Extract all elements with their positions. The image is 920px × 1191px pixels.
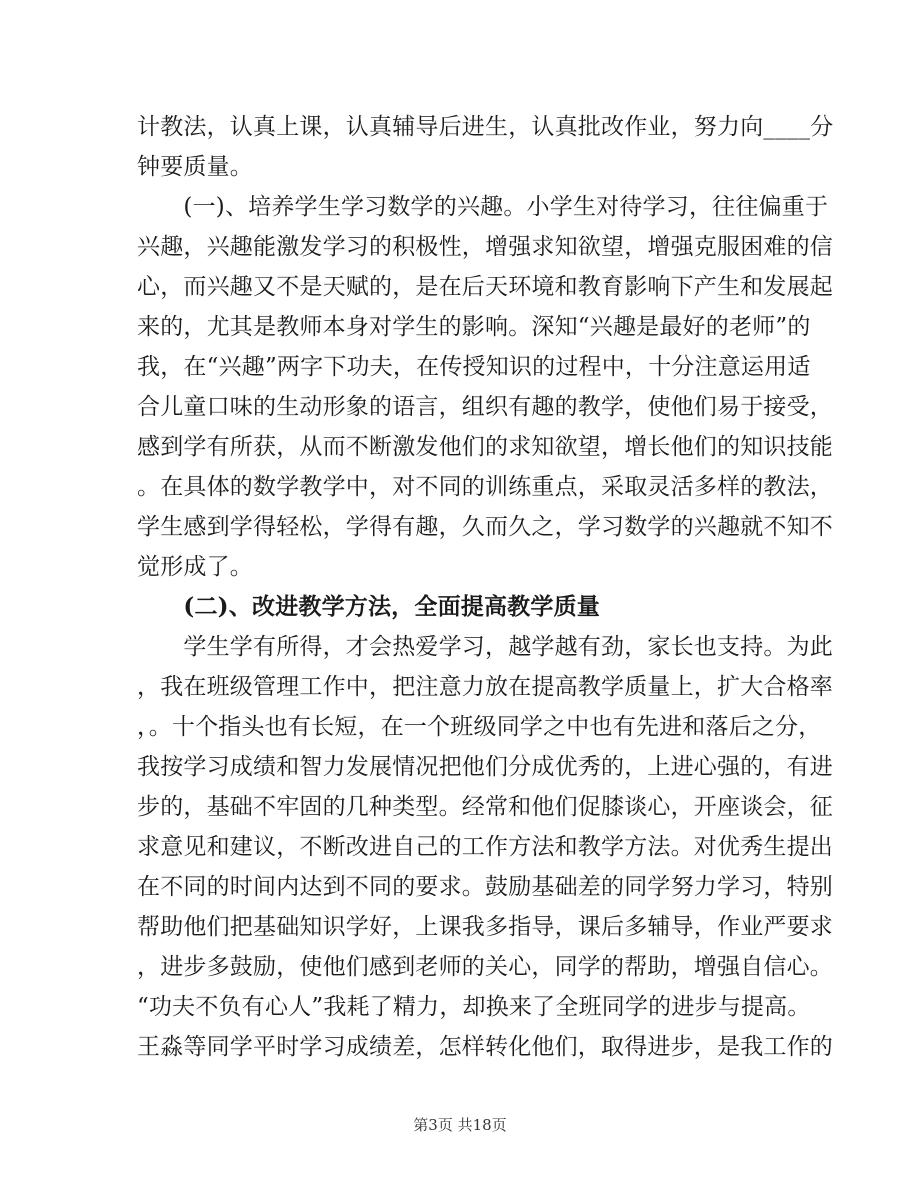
- text-line: 计教法，认真上课，认真辅导后进生，认真批改作业，努力向____分: [137, 114, 834, 140]
- text-line: 兴趣，兴趣能激发学习的积极性，增强求知欲望，增强克服困难的信: [137, 234, 833, 260]
- text-line: (一)、培养学生学习数学的兴趣。小学生对待学习，往往偏重于: [137, 194, 829, 220]
- text-line: 我，在“兴趣”两字下功夫，在传授知识的过程中，十分注意运用适: [137, 354, 811, 380]
- text-line: 求意见和建议，不断改进自己的工作方法和教学方法。对优秀生提出: [137, 834, 833, 860]
- text-line: 帮助他们把基础知识学好，上课我多指导，课后多辅导，作业严要求: [137, 914, 833, 940]
- text-line: 。在具体的数学教学中，对不同的训练重点，采取灵活多样的教法，: [137, 474, 833, 500]
- text-line: 感到学有所获，从而不断激发他们的求知欲望，增长他们的知识技能: [137, 434, 833, 460]
- text-line: 心，而兴趣又不是天赋的，是在后天环境和教育影响下产生和发展起: [137, 274, 833, 300]
- text-line: 步的，基础不牢固的几种类型。经常和他们促膝谈心，开座谈会，征: [137, 794, 833, 820]
- text-line: ，。十个指头也有长短，在一个班级同学之中也有先进和落后之分，: [137, 714, 822, 740]
- text-line: 来的，尤其是教师本身对学生的影响。深知“兴趣是最好的老师”的: [137, 314, 811, 340]
- text-line: ，我在班级管理工作中，把注意力放在提高教学质量上，扩大合格率: [137, 674, 833, 700]
- section-heading: (二)、改进教学方法，全面提高教学质量: [137, 593, 600, 620]
- text-line: 王淼等同学平时学习成绩差，怎样转化他们，取得进步，是我工作的: [137, 1034, 833, 1060]
- text-line: 合儿童口味的生动形象的语言，组织有趣的教学，使他们易于接受，: [137, 394, 833, 420]
- page-number-footer: 第3页 共18页: [413, 1116, 507, 1134]
- text-line: “功夫不负有心人”我耗了精力，却换来了全班同学的进步与提高。: [137, 994, 811, 1020]
- text-line: 学生学有所得，才会热爱学习，越学越有劲，家长也支持。为此: [137, 634, 833, 660]
- text-line: ，进步多鼓励，使他们感到老师的关心，同学的帮助，增强自信心。: [137, 954, 833, 980]
- text-line: 钟要质量。: [137, 154, 253, 180]
- text-line: 我按学习成绩和智力发展情况把他们分成优秀的，上进心强的，有进: [137, 754, 833, 780]
- text-line: 学生感到学得轻松，学得有趣，久而久之，学习数学的兴趣就不知不: [137, 514, 833, 540]
- text-line: 觉形成了。: [137, 554, 253, 580]
- text-line: 在不同的时间内达到不同的要求。鼓励基础差的同学努力学习，特别: [137, 874, 833, 900]
